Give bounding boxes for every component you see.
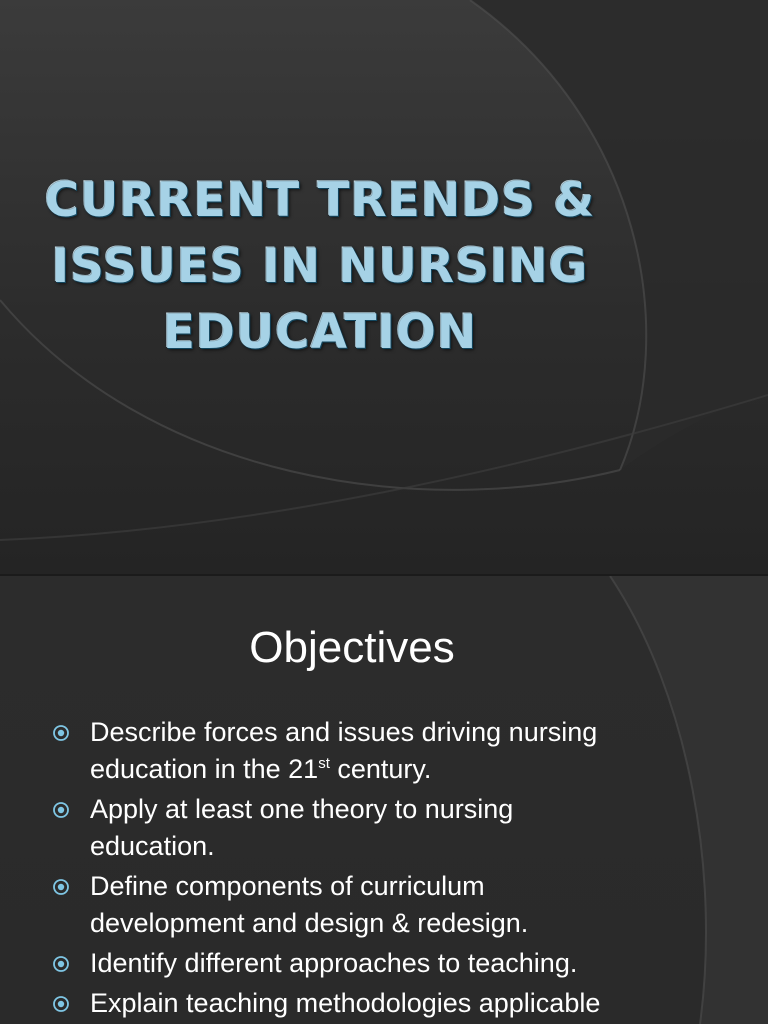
bullet-text: education in the 21 [90, 754, 319, 784]
circle-dot-icon [52, 801, 70, 819]
bullet-text: Identify different approaches to teaching. [90, 948, 578, 978]
list-item [48, 714, 688, 788]
circle-dot-icon [52, 995, 70, 1013]
list-item [48, 791, 688, 865]
title-line: CURRENT TRENDS & [44, 173, 596, 228]
bullet-text: Define components of curriculum [90, 871, 485, 901]
list-item [48, 945, 688, 982]
bullet-text: century. [329, 754, 432, 784]
objectives-list [48, 714, 688, 1024]
bullet-text: Apply at least one theory to nursing [90, 794, 514, 824]
circle-dot-icon [52, 955, 70, 973]
slide-title [40, 168, 600, 366]
bullet-text: Describe forces and issues driving nursing [90, 717, 598, 747]
bullet-text: Explain teaching methodologies applicable [90, 988, 601, 1018]
bullet-text: education. [90, 831, 215, 861]
circle-dot-icon [52, 878, 70, 896]
list-item [48, 985, 688, 1022]
title-line: EDUCATION [162, 305, 478, 360]
circle-dot-icon [52, 724, 70, 742]
bullet-text: development and design & redesign. [90, 908, 529, 938]
list-item [48, 868, 688, 942]
objectives-heading: Objectives [249, 623, 455, 672]
title-line: ISSUES IN NURSING [51, 239, 589, 294]
superscript: st [318, 755, 330, 772]
